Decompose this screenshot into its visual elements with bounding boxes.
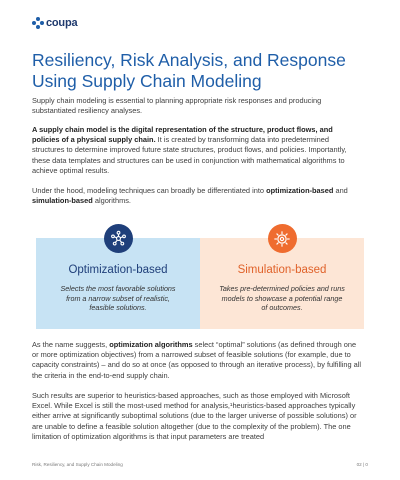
techniques-text-post: algorithms. (92, 196, 131, 206)
coupa-logo-icon (32, 17, 44, 29)
page-footer (32, 462, 368, 467)
optimization-text-pre: As the name suggests, (32, 340, 110, 349)
optimization-card (36, 238, 200, 329)
coupa-logo (32, 17, 77, 29)
comparison-cards (36, 238, 364, 329)
page-title: Resiliency, Risk Analysis, and Response Using Supply Chain Modeling (32, 50, 346, 91)
optimization-text: select “optimal” solutions (as defined through one or more optimization objectives) from a narrowed subset of feasible solutions (for example, due to capacity constraints) – and do so at once (as opposed to through an iterative process), by fulfilling all the criteria in the end-to-end supply chain. (32, 340, 362, 380)
simulation-card-description: Takes pre-determined policies and runs models to showcase a potential range of outcomes. (219, 284, 345, 313)
optimization-card-description: Selects the most favorable solutions from a narrow subset of realistic, feasible solutions. (60, 284, 176, 313)
heuristics-paragraph: Such results are superior to heuristics-based approaches, such as those employed with Microsoft Excel. While Excel is still the most-used method for analysis,¹heuristics-based approaches typically either arrive at significantly suboptimal solutions (due to the larger universe of possible solutions) or are unable to define a feasible solution altogether (due to the complexity of the problem). The one limitation of optimization algorithms is that input parameters are treated (32, 391, 357, 441)
simulation-card-title: Simulation-based (237, 264, 327, 276)
definition-text: It is created by transforming data into predetermined structures to determine improved future state structures, product flows, and policies. Importantly, these data templates and structures can be used in conjunction with mathematical algorithms to achieve optimal results. (32, 135, 347, 175)
footer-page-number: 02 | 0 (356, 462, 368, 467)
optimization-paragraph (32, 340, 362, 381)
techniques-text-mid: and (333, 186, 348, 195)
simulation-card (200, 238, 364, 329)
gear-icon (268, 224, 297, 253)
techniques-bold-optimization: optimization-based (266, 186, 334, 195)
techniques-paragraph (32, 186, 362, 206)
optimization-card-title: Optimization-based (68, 264, 168, 276)
network-icon (104, 224, 133, 253)
definition-bold: A supply chain model is the digital representation of the structure, product flows, and policies of a physical supply chain. (32, 125, 333, 145)
logo-text: coupa (46, 17, 78, 29)
footer-document-title: Risk, Resiliency, and Supply Chain Modeling (32, 462, 123, 467)
intro-paragraph: Supply chain modeling is essential to planning appropriate risk responses and producing substantiated resiliency analyses. (32, 96, 322, 116)
techniques-bold-simulation: simulation-based (32, 196, 93, 206)
techniques-text-pre: Under the hood, modeling techniques can broadly be differentiated into (32, 186, 267, 195)
optimization-bold: optimization algorithms (109, 340, 193, 349)
definition-paragraph (32, 125, 362, 176)
